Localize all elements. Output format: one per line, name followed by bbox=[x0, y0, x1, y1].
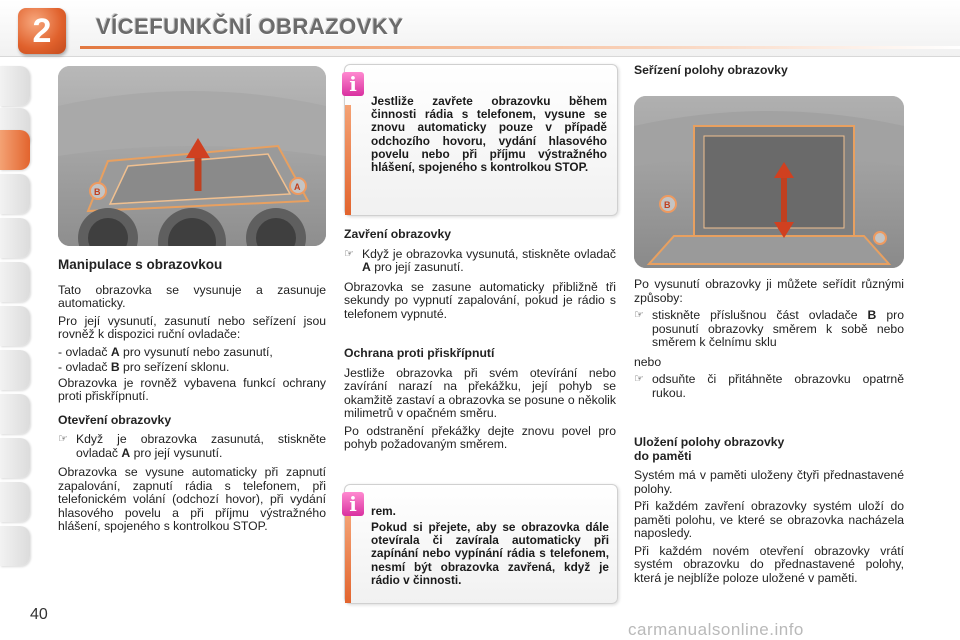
subheading-open: Otevření obrazovky bbox=[58, 412, 172, 427]
chapter-tab-7[interactable] bbox=[0, 350, 30, 390]
dashboard-photo-open bbox=[634, 96, 904, 268]
chapter-tab-8[interactable] bbox=[0, 394, 30, 434]
chapter-tab-10[interactable] bbox=[0, 482, 30, 522]
right-column-top bbox=[634, 64, 904, 84]
chapter-tab-4[interactable] bbox=[0, 218, 30, 258]
paragraph: Po odstranění překážky dejte znovu povel pro pohyb požadovaným směrem. bbox=[344, 423, 616, 451]
chapter-tab-11[interactable] bbox=[0, 526, 30, 566]
bullet-adjust-control: ☞ stiskněte příslušnou část ovladače B pro posunutí obrazovky směrem k sobě nebo směrem k čelnímu sklu bbox=[634, 308, 904, 349]
bullet-open: ☞ Když je obrazovka zasunutá, stiskněte ovladač A pro její vysunutí. bbox=[58, 432, 326, 460]
page-title: VÍCEFUNKČNÍ OBRAZOVKY bbox=[96, 14, 404, 39]
page-number: 40 bbox=[30, 606, 48, 623]
paragraph: Jestliže obrazovka při svém otevírání nebo zavírání narazí na překážku, její pohyb se okamžitě zastaví a obrazovka se posune o několik milimetrů v opačném směru. bbox=[344, 365, 616, 420]
or-text: nebo bbox=[634, 354, 662, 369]
pointer-icon: ☞ bbox=[634, 373, 644, 385]
paragraph: Při každém zavření obrazovky systém uloží do paměti polohu, ve které se obrazovka nacházela naposledy. bbox=[634, 499, 904, 540]
pointer-icon: ☞ bbox=[58, 433, 68, 445]
paragraph: Pro její vysunutí, zasunutí nebo seřízení jsou rovněž k dispozici ruční ovladače: bbox=[58, 313, 326, 341]
dashboard-closed-illustration bbox=[58, 66, 326, 246]
chapter-badge: 2 bbox=[18, 8, 66, 54]
chapter-tab-6[interactable] bbox=[0, 306, 30, 346]
dashboard-open-illustration bbox=[634, 96, 904, 268]
paragraph: Tato obrazovka se vysunuje a zasunuje automaticky. bbox=[58, 282, 326, 310]
paragraph: Obrazovka je rovněž vybavena funkcí ochrany proti přiskřípnutí. bbox=[58, 375, 326, 403]
subheading-close: Zavření obrazovky bbox=[344, 227, 452, 241]
chapter-tab-9[interactable] bbox=[0, 438, 30, 478]
middle-column bbox=[344, 228, 616, 456]
bullet-adjust-hand: ☞ odsuňte či přitáhněte obrazovku opatrně rukou. bbox=[634, 372, 904, 400]
left-column bbox=[58, 258, 326, 538]
subheading-position: Seřízení polohy obrazovky bbox=[634, 63, 788, 77]
chapter-tab-1[interactable] bbox=[0, 66, 30, 106]
header-divider bbox=[80, 46, 960, 49]
info-remark-title: rem. bbox=[371, 504, 396, 518]
dashboard-photo-closed bbox=[58, 66, 326, 246]
subheading-pinch: Ochrana proti přiskřípnutí bbox=[344, 346, 495, 360]
button-label-b-right: B bbox=[664, 200, 671, 210]
paragraph: Při každém novém otevření obrazovky vrátí systém obrazovku do přednastavené polohy, která je nejblíže poloze uložené v paměti. bbox=[634, 543, 904, 585]
watermark: carmanualsonline.info bbox=[628, 620, 804, 639]
button-label-a-left: A bbox=[294, 182, 301, 192]
info-box-remark bbox=[344, 484, 618, 604]
button-label-b-left: B bbox=[94, 187, 101, 197]
list-item-control-a: - ovladač A pro vysunutí nebo zasunutí, bbox=[58, 344, 273, 359]
info-text: Jestliže zavřete obrazovku během činnosti rádia s telefonem, vysune se znovu automaticky pouze v případě odchozího hovoru, vydání hlasového povelu nebo při příjmu výstražného hlášení, spojeného s kontrolkou STOP. bbox=[371, 94, 607, 175]
subheading-memory: Uložení polohy obrazovky do paměti bbox=[634, 435, 785, 463]
paragraph: Systém má v paměti uloženy čtyři přednastavené polohy. bbox=[634, 468, 904, 496]
info-box-auto-open bbox=[344, 64, 618, 216]
chapter-tab-active[interactable] bbox=[0, 130, 30, 170]
pointer-icon: ☞ bbox=[634, 309, 644, 321]
info-icon: i bbox=[342, 72, 364, 96]
paragraph: Obrazovka se vysune automaticky při zapnutí zapalování, zapnutí rádia s telefonem, při telefonickém volání (odchozí hovor), při vydání hlasového povelu a při příjmu výstražného hlášení, spojeného s kontrolkou STOP. bbox=[58, 465, 326, 533]
list-item-control-b: - ovladač B pro seřízení sklonu. bbox=[58, 360, 230, 374]
right-column bbox=[634, 278, 904, 589]
info-text: Pokud si přejete, aby se obrazovka dále otevírala či zavírala automaticky při zapínání nebo vypínání rádia s telefonem, nesmí být obrazovka zavřená, když je rádio v činnosti. bbox=[371, 520, 609, 587]
info-accent-strip bbox=[345, 105, 351, 215]
bullet-close: ☞ Když je obrazovka vysunutá, stiskněte ovladač A pro její zasunutí. bbox=[344, 246, 616, 274]
pointer-icon: ☞ bbox=[344, 247, 354, 260]
section-heading-manipulace: Manipulace s obrazovkou bbox=[58, 257, 223, 272]
paragraph: Po vysunutí obrazovky ji můžete seřídit různými způsoby: bbox=[634, 277, 904, 305]
info-icon: i bbox=[342, 492, 364, 516]
info-accent-strip bbox=[345, 515, 351, 603]
chapter-tab-5[interactable] bbox=[0, 262, 30, 302]
paragraph: Obrazovka se zasune automaticky přibližně tři sekundy po vypnutí zapalování, pokud je rádio s telefonem vypnuté. bbox=[344, 279, 616, 321]
chapter-tab-3[interactable] bbox=[0, 174, 30, 214]
